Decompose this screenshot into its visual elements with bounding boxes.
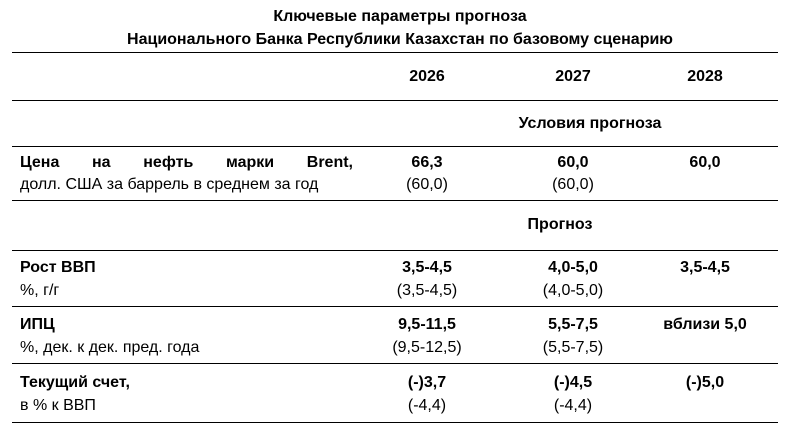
table-bottom-rule [12, 422, 778, 423]
cpi-label: ИПЦ [20, 316, 55, 333]
cpi-2028-value: вблизи 5,0 [663, 316, 747, 333]
section-forecast-heading: Прогноз [527, 216, 593, 233]
brent-2027-previous: (60,0) [552, 176, 594, 193]
current-account-2027-value: (-)4,5 [553, 374, 593, 391]
rule-above-gdp [12, 250, 778, 251]
current-account-2028-value: (-)5,0 [685, 374, 725, 391]
gdp-sublabel: %, г/г [20, 282, 60, 299]
cpi-2027-previous: (5,5-7,5) [542, 339, 604, 356]
brent-label: Цена на нефть марки Brent, [20, 154, 353, 171]
section-conditions-heading: Условия прогноза [518, 115, 662, 132]
gdp-2028-value: 3,5-4,5 [680, 259, 730, 276]
header-top-rule [12, 52, 778, 53]
cpi-2026-previous: (9,5-12,5) [392, 339, 462, 356]
year-2026-header: 2026 [409, 68, 445, 85]
gdp-2027-value: 4,0-5,0 [548, 259, 598, 276]
current-account-label: Текущий счет, [20, 374, 130, 391]
year-2027-header: 2027 [555, 68, 591, 85]
year-2028-header: 2028 [687, 68, 723, 85]
brent-2027-value: 60,0 [557, 154, 589, 171]
brent-2026-previous: (60,0) [406, 176, 448, 193]
cpi-2026-value: 9,5-11,5 [398, 316, 456, 333]
rule-below-brent [12, 200, 778, 201]
rule-below-cpi [12, 363, 778, 364]
rule-above-brent [12, 146, 778, 147]
cpi-2027-value: 5,5-7,5 [548, 316, 598, 333]
current-account-2026-previous: (-4,4) [407, 397, 447, 414]
rule-below-years [12, 100, 778, 101]
rule-below-gdp [12, 306, 778, 307]
current-account-sublabel: в % к ВВП [20, 397, 96, 414]
table-title-line-1: Ключевые параметры прогноза [273, 8, 527, 25]
gdp-2027-previous: (4,0-5,0) [542, 282, 604, 299]
brent-2026-value: 66,3 [411, 154, 443, 171]
gdp-label: Рост ВВП [20, 259, 96, 276]
brent-2028-value: 60,0 [689, 154, 721, 171]
brent-sublabel: долл. США за баррель в среднем за год [20, 176, 319, 193]
current-account-2026-value: (-)3,7 [407, 374, 447, 391]
current-account-2027-previous: (-4,4) [553, 397, 593, 414]
gdp-2026-value: 3,5-4,5 [402, 259, 452, 276]
cpi-sublabel: %, дек. к дек. пред. года [20, 339, 200, 356]
table-title-line-2: Национального Банка Республики Казахстан по базовому сценарию [127, 31, 673, 48]
gdp-2026-previous: (3,5-4,5) [396, 282, 458, 299]
